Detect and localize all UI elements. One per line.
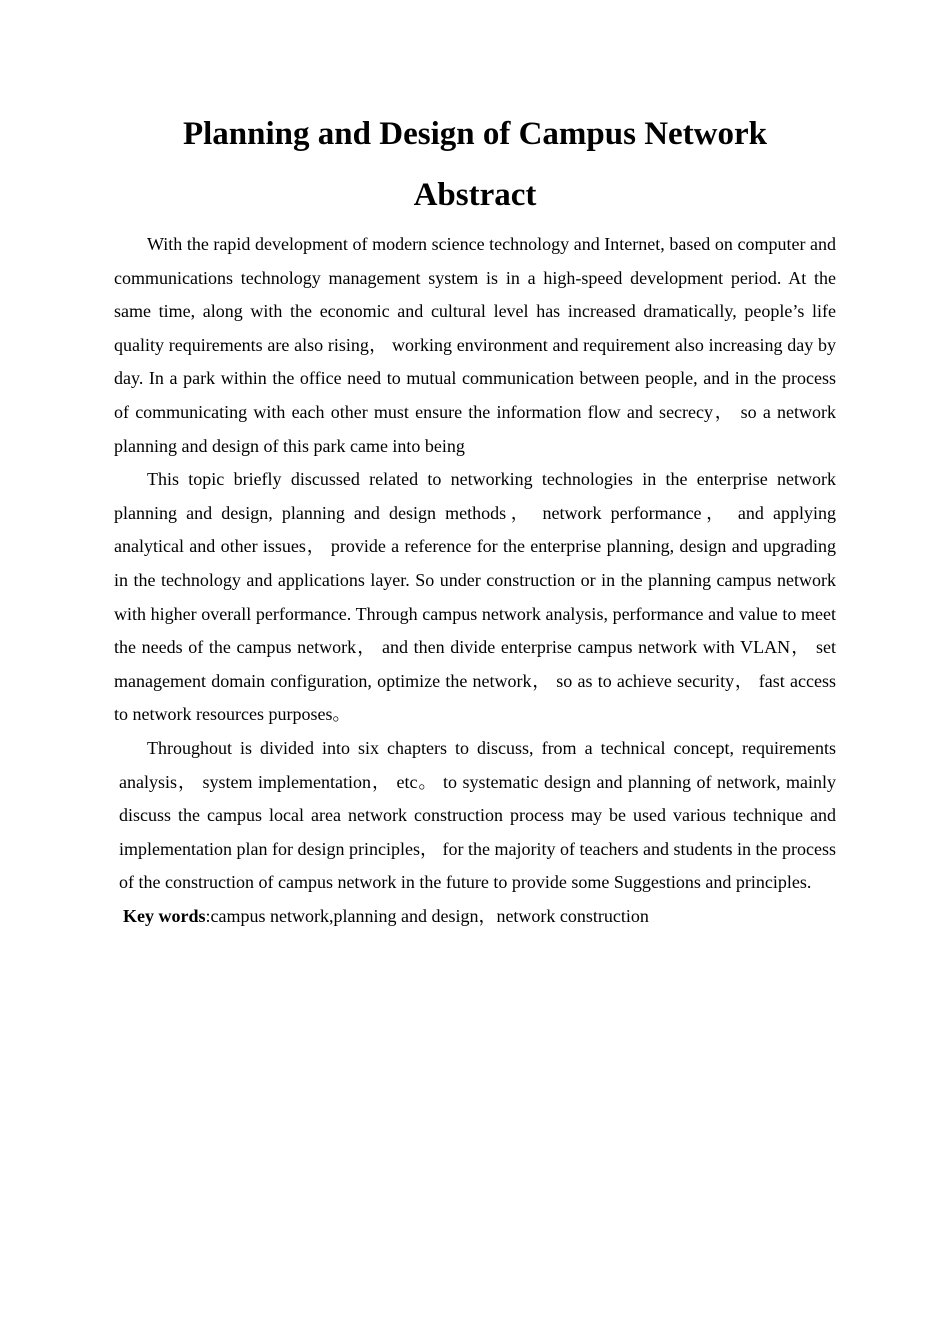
abstract-paragraph-2: This topic briefly discussed related to networking technologies in the enterprise network planning and design, planning and design methods， network performance， and applying analytical and other issues， provide a reference for the enterprise planning, design and upgrading in the technology and applications layer. So under construction or in the planning campus network with higher overall performance. Through campus network analysis, performance and value to meet the needs of the campus network， and then divide enterprise campus network with VLAN， set management domain configuration, optimize the network， so as to achieve security， fast access to network resources purposes。 (114, 469, 836, 725)
document-title: Planning and Design of Campus Network (182, 116, 767, 152)
keywords-label: Key words (123, 905, 206, 926)
abstract-body (114, 228, 836, 933)
keywords-value: :campus network,planning and design，network construction (205, 905, 649, 926)
keywords-line (114, 900, 836, 934)
abstract-heading: Abstract (413, 177, 537, 213)
abstract-paragraph-1: With the rapid development of modern science technology and Internet, based on computer and communications technology management system is in a high-speed development period. At the same time, along with the economic and cultural level has increased dramatically, people’s life quality requirements are also rising， working environment and requirement also increasing day by day. In a park within the office need to mutual communication between people, and in the process of communicating with each other must ensure the information flow and secrecy， so a network planning and design of this park came into being (114, 234, 836, 456)
abstract-paragraph-3: Throughout is divided into six chapters to discuss, from a technical concept, requirements analysis， system implementation， etc。 to systematic design and planning of network, mainly discuss the campus local area network construction process may be used various technique and implementation plan for design principles， for the majority of teachers and students in the process of the construction of campus network in the future to provide some Suggestions and principles. (119, 737, 836, 893)
